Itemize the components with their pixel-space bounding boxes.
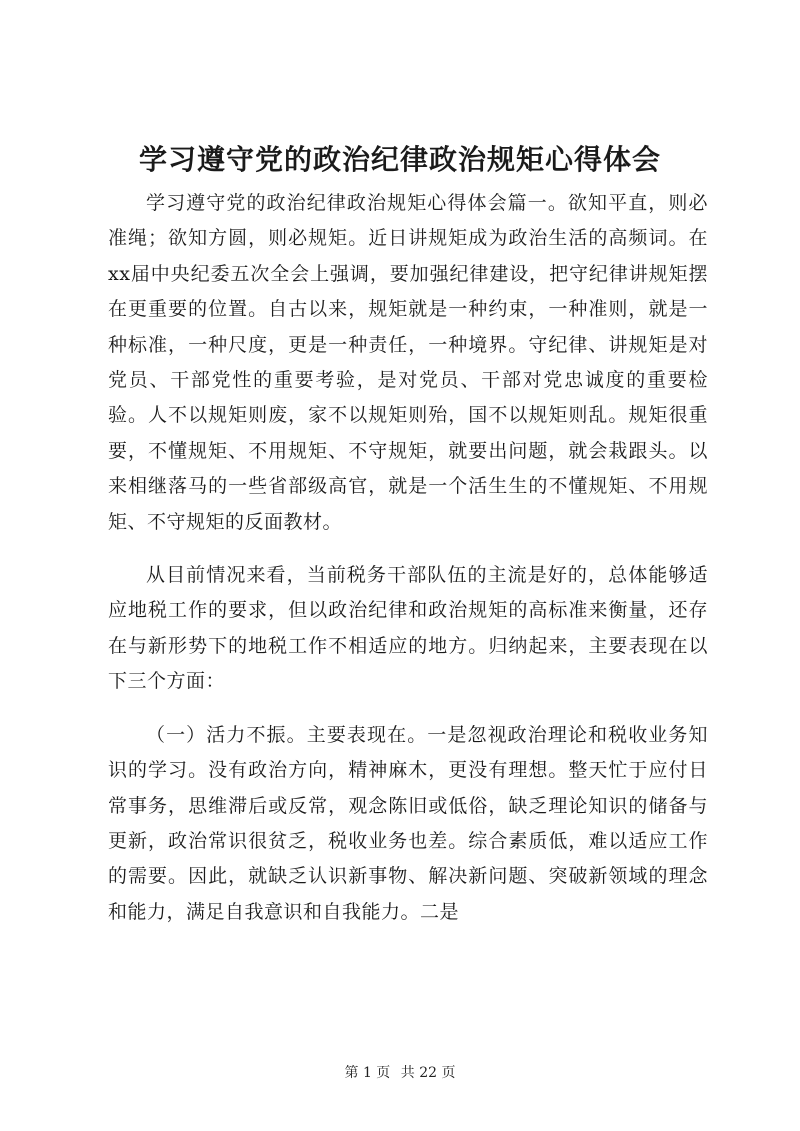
document-title: 学习遵守党的政治纪律政治规矩心得体会: [138, 143, 661, 176]
paragraph-2: 从目前情况来看，当前税务干部队伍的主流是好的，总体能够适应地税工作的要求，但以政治纪律和政治规矩的高标准来衡量，还存在与新形势下的地税工作不相适应的地方。归纳起来，主要表现在以下三个方面：: [108, 564, 708, 693]
paragraph-1: 学习遵守党的政治纪律政治规矩心得体会篇一。欲知平直，则必准绳；欲知方圆，则必规矩。近日讲规矩成为政治生活的高频词。在xx届中央纪委五次全会上强调，要加强纪律建设，把守纪律讲规矩摆在更重要的位置。自古以来，规矩就是一种约束，一种准则，就是一种标准，一种尺度，更是一种责任，一种境界。守纪律、讲规矩是对党员、干部党性的重要考验，是对党员、干部对党忠诚度的重要检验。人不以规矩则废，家不以规矩则殆，国不以规矩则乱。规矩很重要，不懂规矩、不用规矩、不守规矩，就要出问题，就会栽跟头。以来相继落马的一些省部级高官，就是一个活生生的不懂规矩、不用规矩、不守规矩的反面教材。: [108, 192, 708, 533]
page-number: 第 1 页: [344, 1065, 391, 1081]
paragraph-3: （一）活力不振。主要表现在。一是忽视政治理论和税收业务知识的学习。没有政治方向，精神麻木，更没有理想。整天忙于应付日常事务，思维滞后或反常，观念陈旧或低俗，缺乏理论知识的储备与更新，政治常识很贫乏，税收业务也差。综合素质低，难以适应工作的需要。因此，就缺乏认识新事物、解决新问题、突破新领域的理念和能力，满足自我意识和自我能力。二是: [108, 723, 708, 923]
page-footer: [0, 1063, 800, 1083]
page-total: 共 22 页: [400, 1065, 456, 1081]
document-body: [108, 186, 708, 930]
